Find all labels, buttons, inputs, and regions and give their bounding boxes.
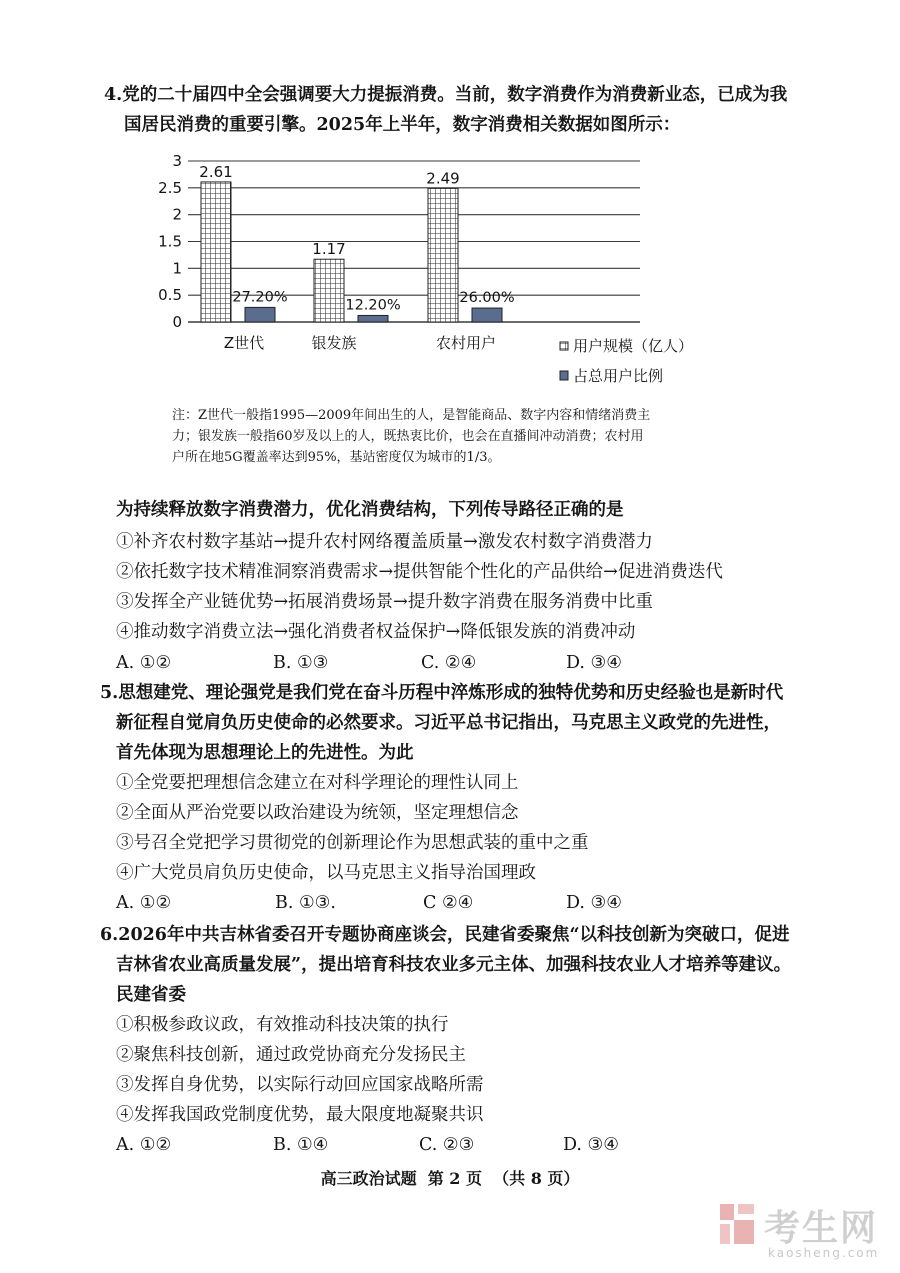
q6-choice-b[interactable]: B. ①④ [273,1135,329,1155]
legend-swatch-user-share [560,371,568,380]
chart-bars [199,163,514,322]
q4-option-2: ②依托数字技术精准洞察消费需求→提供智能个性化的产品供给→促进消费迭代 [116,562,723,582]
y-tick-label: 0 [172,313,182,331]
category-label: 银发族 [311,334,357,352]
kaosheng-watermark [718,1196,898,1266]
q6-stem-line1: 6.2026年中共吉林省委召开专题协商座谈会，民建省委聚焦“以科技创新为突破口，促进 [100,925,790,945]
bar-user-share [472,308,502,322]
data-label-user-share: 27.20% [232,289,288,306]
q4-option-3: ③发挥全产业链优势→拓展消费场景→提升数字消费在服务消费中比重 [116,592,653,612]
data-label-user-share: 12.20% [345,297,401,314]
q4-choice-c[interactable]: C. ②④ [421,653,477,673]
q4-question: 为持续释放数字消费潜力，优化消费结构，下列传导路径正确的是 [116,500,624,520]
chart-note-line2: 力；银发族一般指60岁及以上的人，既热衷比价，也会在直播间冲动消费；农村用 [172,429,644,444]
category-label: Z世代 [223,334,265,352]
q6-stem-line3: 民建省委 [116,985,186,1005]
q5-option-2: ②全面从严治党要以政治建设为统领，坚定理想信念 [116,803,519,823]
kaosheng-logo-icon [718,1202,758,1246]
q5-option-3: ③号召全党把学习贯彻党的创新理论作为思想武装的重中之重 [116,833,589,853]
y-tick-label: 2 [172,205,182,224]
chart-legend [560,337,693,385]
q5-choice-a[interactable]: A. ①② [116,893,172,913]
bar-user-scale [428,188,458,322]
chart-note-line3: 户所在地5G覆盖率达到95%，基站密度仅为城市的1/3。 [172,450,501,465]
q6-option-1: ①积极参政议政，有效推动科技决策的执行 [116,1015,449,1035]
y-tick-label: 0.5 [158,286,182,305]
legend-swatch-user-scale [560,342,568,350]
q4-choice-d[interactable]: D. ③④ [566,653,622,673]
q4-option-1: ①补齐农村数字基站→提升农村网络覆盖质量→激发农村数字消费潜力 [116,532,653,552]
data-label-user-share: 26.00% [459,290,515,307]
q4-option-4: ④推动数字消费立法→强化消费者权益保护→降低银发族的消费冲动 [116,622,636,642]
q5-choice-b[interactable]: B. ①③. [275,893,336,913]
q4-stem-line2: 国居民消费的重要引擎。2025年上半年，数字消费相关数据如图所示： [124,115,681,135]
q6-option-4: ④发挥我国政党制度优势，最大限度地凝聚共识 [116,1105,484,1125]
digital-consumption-chart [140,148,700,393]
q5-option-1: ①全党要把理想信念建立在对科学理论的理性认同上 [116,773,519,793]
bar-user-scale [201,182,231,322]
q4-choice-a[interactable]: A. ①② [116,653,172,673]
y-tick-label: 3 [172,152,182,170]
bar-user-share [358,315,388,322]
q6-stem-line2: 吉林省农业高质量发展”，提出培育科技农业多元主体、加强科技农业人才培养等建议。 [116,955,792,975]
chart-note-line1: 注：Z世代一般指1995—2009年间出生的人，是智能商品、数字内容和情绪消费主 [172,408,651,423]
watermark-url: kaosheng.com [768,1246,880,1260]
q5-option-4: ④广大党员肩负历史使命，以马克思主义指导治国理政 [116,863,536,883]
q4-choice-b[interactable]: B. ①③ [273,653,329,673]
data-label-user-scale: 1.17 [312,240,346,259]
chart-category-labels [224,334,496,352]
chart-y-ticks [158,152,182,331]
q6-choice-c[interactable]: C. ②③ [419,1135,475,1155]
y-tick-label: 2.5 [158,178,182,197]
q6-option-2: ②聚焦科技创新，通过政党协商充分发扬民主 [116,1045,466,1065]
legend-label-user-share: 占总用户比例 [573,367,664,385]
q5-stem-line1: 5.思想建党、理论强党是我们党在奋斗历程中淬炼形成的独特优势和历史经验也是新时代 [100,683,784,703]
q6-choice-a[interactable]: A. ①② [116,1135,172,1155]
page-footer: 高三政治试题 第 2 页 （共 8 页） [320,1169,580,1188]
data-label-user-scale: 2.61 [199,162,233,181]
data-label-user-scale: 2.49 [426,169,460,188]
y-tick-label: 1 [172,259,182,278]
q5-stem-line3: 首先体现为思想理论上的先进性。为此 [116,743,414,763]
legend-label-user-scale: 用户规模（亿人） [573,337,694,355]
q6-choice-d[interactable]: D. ③④ [563,1135,619,1155]
bar-user-share [245,307,275,322]
q5-choice-d[interactable]: D. ③④ [566,893,622,913]
q4-stem-line1: 4.党的二十届四中全会强调要大力提振消费。当前，数字消费作为消费新业态，已成为我 [104,85,788,105]
y-tick-label: 1.5 [158,232,182,251]
bar-user-scale [314,259,344,322]
watermark-name: 考生网 [764,1208,879,1249]
q6-option-3: ③发挥自身优势，以实际行动回应国家战略所需 [116,1075,484,1095]
q5-choice-c[interactable]: C ②④ [423,893,474,913]
q5-stem-line2: 新征程自觉肩负历史使命的必然要求。习近平总书记指出，马克思主义政党的先进性， [116,713,781,733]
category-label: 农村用户 [435,334,497,352]
